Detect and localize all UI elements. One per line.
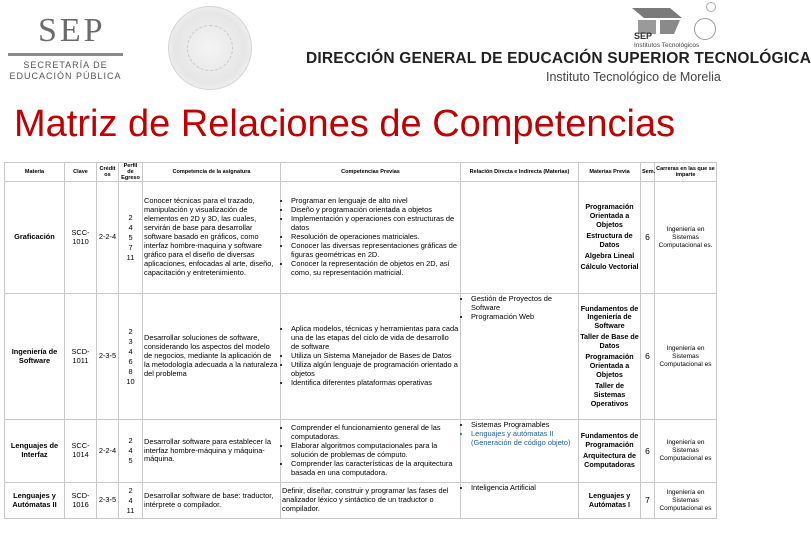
national-seal-icon xyxy=(168,6,252,90)
previa-item: • Diseño y programación orientada a objetos xyxy=(291,206,459,215)
tecnm-text xyxy=(634,32,699,50)
cell-relacion xyxy=(461,420,579,483)
cell-carrera: Ingeniería en Sistemas Computacional es xyxy=(655,294,717,420)
cell-egreso xyxy=(119,483,143,519)
relacion-item: • Gestión de Proyectos de Software xyxy=(471,295,577,313)
mat-previa-item: Programación Orientada a Objetos xyxy=(585,202,634,230)
cell-mat-previa xyxy=(579,483,641,519)
cell-clave: SCD-1011 xyxy=(65,294,97,420)
cell-sem: 6 xyxy=(641,182,655,294)
previa-item: • Conocer las diversas representaciones gráficas de figuras geométricas en 2D. xyxy=(291,242,459,260)
previa-item: • Utiliza algún lenguaje de programación orientado a objetos xyxy=(291,361,459,379)
egreso-item: 8 xyxy=(128,366,133,376)
egreso-item: 2 xyxy=(128,485,133,495)
sep-logo-text: SEP xyxy=(38,12,106,49)
relacion-item: • Programación Web xyxy=(471,313,577,322)
cell-egreso xyxy=(119,294,143,420)
table-row xyxy=(5,294,717,420)
egreso-item: 5 xyxy=(128,456,133,465)
cell-sem: 6 xyxy=(641,294,655,420)
mat-previa-item: Taller de Sistemas Operativos xyxy=(590,380,629,408)
previa-item: • Comprender las características de la arquitectura basada en una computadora. xyxy=(291,460,459,478)
tecnm-sub: Institutos Tecnológicos xyxy=(634,42,700,49)
relacion-item: • Sistemas Programables xyxy=(471,421,577,430)
gear-emblem-icon xyxy=(694,18,716,40)
previa-item: • Implementación y operaciones con estructuras de datos xyxy=(291,215,459,233)
cell-creditos: 2-2-4 xyxy=(97,420,119,483)
mat-previa-item: Algebra Lineal xyxy=(584,250,635,260)
header-carreras: Carreras en las que se imparte xyxy=(655,163,717,182)
table-row xyxy=(5,182,717,294)
cell-egreso xyxy=(119,420,143,483)
header-sem: Sem. xyxy=(641,163,655,182)
cell-competencia: Desarrollar soluciones de software, considerando los aspectos del modelo de negocios, mediante la aplicación de la metodología adecuada a la naturaleza del problema xyxy=(143,294,281,420)
cell-materia: Lenguajes y Autómatas II xyxy=(5,483,65,519)
mat-previa-item: Fundamentos de Programación xyxy=(580,431,639,450)
institute-name: Instituto Tecnológico de Morelia xyxy=(546,70,721,84)
cell-creditos: 2-2-4 xyxy=(97,182,119,294)
mat-previa-item: Lenguajes y Autómatas I xyxy=(588,490,631,509)
mat-previa-item: Cálculo Vectorial xyxy=(580,261,639,271)
cell-creditos: 2-3-5 xyxy=(97,483,119,519)
cell-clave: SCD-1016 xyxy=(65,483,97,519)
header xyxy=(0,0,811,92)
cell-carrera: Ingeniería en Sistemas Computacional es xyxy=(655,483,717,519)
egreso-item: 4 xyxy=(128,495,133,505)
cell-previas xyxy=(281,420,461,483)
egreso-item: 10 xyxy=(126,376,135,386)
table-row xyxy=(5,483,717,519)
previa-item: • Conocer la representación de objetos en 2D, así como, su representación matricial. xyxy=(291,260,459,278)
cell-competencia: Desarrollar software de base: traductor, intérprete o compilador. xyxy=(143,483,281,519)
mat-previa-item: Fundamentos de Ingeniería de Software xyxy=(580,303,639,331)
cell-materia: Lenguajes de Interfaz xyxy=(5,420,65,483)
registered-icon xyxy=(706,2,716,12)
previa-item: • Utiliza un Sistema Manejador de Bases de Datos xyxy=(291,352,459,361)
mat-previa-item: Arquitectura de Computadoras xyxy=(582,451,637,469)
previa-item: • Programar en lenguaje de alto nivel xyxy=(291,197,459,206)
direction-title: DIRECCIÓN GENERAL DE EDUCACIÓN SUPERIOR TECNOLÓGICA xyxy=(306,50,811,67)
cell-relacion xyxy=(461,294,579,420)
sep-sub-line2: EDUCACIÓN PÚBLICA xyxy=(9,71,122,81)
table-row xyxy=(5,420,717,483)
cell-carrera: Ingeniería en Sistemas Computacional es. xyxy=(655,182,717,294)
cell-sem: 7 xyxy=(641,483,655,519)
cell-egreso xyxy=(119,182,143,294)
egreso-item: 11 xyxy=(126,252,135,262)
egreso-item: 7 xyxy=(128,242,133,252)
cell-competencia: Desarrollar software para establecer la interfaz hombre-máquina y máquina-máquina. xyxy=(143,420,281,483)
tecnm-sep: SEP xyxy=(634,31,653,41)
cell-mat-previa xyxy=(579,182,641,294)
page-title: Matriz de Relaciones de Competencias xyxy=(14,103,676,145)
egreso-item: 2 xyxy=(128,212,133,222)
relacion-item: • Inteligencia Artificial xyxy=(471,484,577,493)
relacion-item: • Lenguajes y autómatas II (Generación de código objeto) xyxy=(471,430,577,448)
egreso-item: 3 xyxy=(128,336,133,346)
egreso-item: 4 xyxy=(128,346,133,356)
header-previas: Competencias Previas xyxy=(281,163,461,182)
previa-item: • Resolución de operaciones matriciales. xyxy=(291,233,459,242)
sep-logo xyxy=(8,14,128,82)
cell-sem: 6 xyxy=(641,420,655,483)
egreso-item: 4 xyxy=(128,446,133,455)
previa-item: • Identifica diferentes plataformas operativas xyxy=(291,379,459,388)
cell-mat-previa xyxy=(579,294,641,420)
previa-item: • Elaborar algoritmos computacionales para la solución de problemas de cómputo. xyxy=(291,442,459,460)
previa-item: • Comprender el funcionamiento general de las computadoras. xyxy=(291,424,459,442)
header-perfil: Perfil de Egreso xyxy=(119,163,143,182)
cell-materia: Graficación xyxy=(5,182,65,294)
egreso-item: 4 xyxy=(128,222,133,232)
cell-relacion xyxy=(461,483,579,519)
egreso-item: 2 xyxy=(128,436,133,445)
cell-mat-previa xyxy=(579,420,641,483)
cell-relacion xyxy=(461,182,579,294)
sep-logo-rule xyxy=(8,53,123,56)
egreso-item: 11 xyxy=(126,505,135,515)
cell-previas: Definir, diseñar, construir y programar las fases del analizador léxico y sintáctico de un traductor o compilador. xyxy=(281,483,461,519)
cell-carrera: Ingeniería en Sistemas Computacional es xyxy=(655,420,717,483)
cell-clave: SCC-1010 xyxy=(65,182,97,294)
cell-materia: Ingeniería de Software xyxy=(5,294,65,420)
cell-clave: SCC-1014 xyxy=(65,420,97,483)
table-header-row xyxy=(5,163,717,182)
previa-item: • Aplica modelos, técnicas y herramientas para cada una de las etapas del ciclo de vida de desarrollo de software xyxy=(291,325,459,352)
egreso-item: 2 xyxy=(128,326,133,336)
header-relacion: Relación Directa e Indirecta (Materias) xyxy=(461,163,579,182)
header-mat-previa: Materias Previa xyxy=(579,163,641,182)
mat-previa-item: Programación Orientada a Objetos xyxy=(585,352,634,379)
header-competencia: Competencia de la asignatura xyxy=(143,163,281,182)
cell-creditos: 2-3-5 xyxy=(97,294,119,420)
cell-previas xyxy=(281,294,461,420)
header-clave: Clave xyxy=(65,163,97,182)
cell-competencia: Conocer técnicas para el trazado, manipulación y visualización de elementos en 2D y 3D, las cuales, servirán de base para desarrollar software basado en gráficos, como interfaz hombre-maquina y software gráfico para el diseño de diversas aplicaciones, enfocadas al arte, diseño, capacitación y entretenimiento. xyxy=(143,182,281,294)
competency-matrix-table xyxy=(4,162,717,519)
cell-previas xyxy=(281,182,461,294)
egreso-item: 6 xyxy=(128,356,133,366)
header-materia: Materia xyxy=(5,163,65,182)
mat-previa-item: Estructura de Datos xyxy=(586,231,633,249)
header-creditos: Crédit os xyxy=(97,163,119,182)
sep-sub-line1: SECRETARÍA DE xyxy=(23,60,108,70)
egreso-item: 5 xyxy=(128,232,133,242)
mat-previa-item: Taller de Base de Datos xyxy=(580,332,639,351)
